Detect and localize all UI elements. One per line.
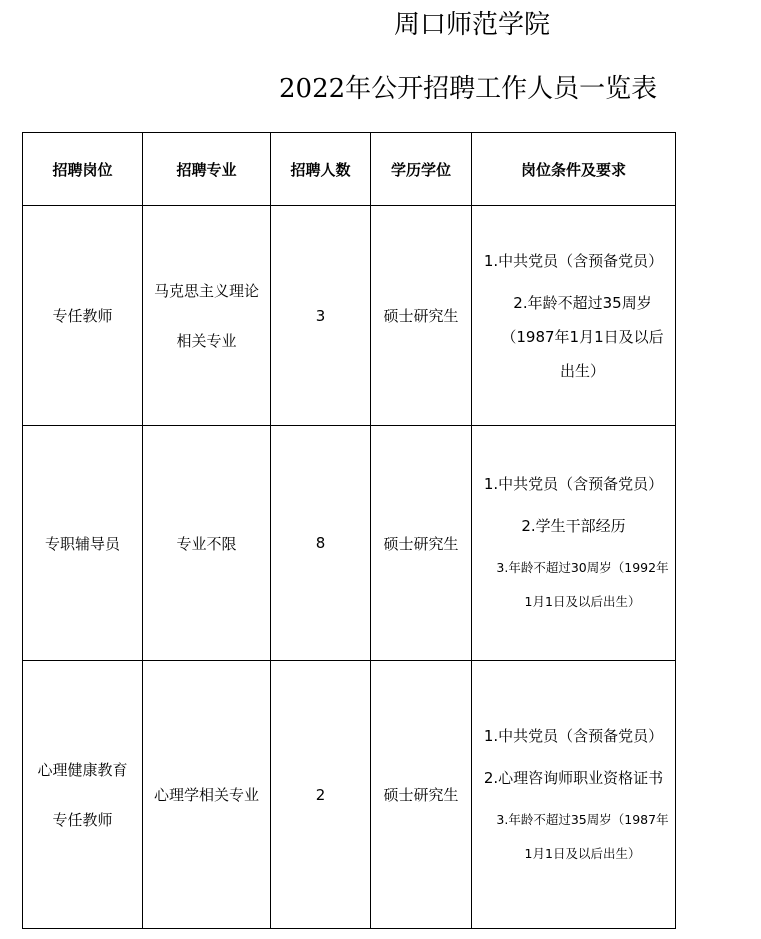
requirement-item: 2.年龄不超过35周岁（1987年1月1日及以后出生） xyxy=(501,293,664,380)
cell-text: 专职辅导员 xyxy=(44,534,120,553)
cell-major xyxy=(143,426,271,661)
cell-major xyxy=(143,206,271,426)
cell-degree: 硕士研究生 xyxy=(371,206,472,426)
cell-text: 相关专业 xyxy=(176,331,237,350)
cell-requirements xyxy=(472,206,676,426)
requirement-item: 3.年龄不超过35周岁（1987年1月1日及以后出生） xyxy=(496,811,669,861)
requirement-item: 2.学生干部经历 xyxy=(521,517,626,535)
cell-requirements xyxy=(472,426,676,661)
requirement-item: 1.中共党员（含预备党员） xyxy=(483,726,664,745)
cell-degree: 硕士研究生 xyxy=(371,661,472,929)
cell-text: 心理健康教育 xyxy=(37,760,128,779)
table-header-row xyxy=(23,133,676,206)
recruitment-table xyxy=(22,132,676,929)
table-row xyxy=(23,661,676,929)
requirement-item: 1.中共党员（含预备党员） xyxy=(483,251,664,270)
header-cell-major: 招聘专业 xyxy=(143,133,271,206)
cell-position xyxy=(23,426,143,661)
cell-text: 马克思主义理论 xyxy=(153,281,259,300)
cell-count: 8 xyxy=(271,426,371,661)
cell-position xyxy=(23,206,143,426)
table-row xyxy=(23,206,676,426)
header-cell-requirements: 岗位条件及要求 xyxy=(472,133,676,206)
requirement-item: 1.中共党员（含预备党员） xyxy=(483,475,664,493)
cell-text: 专任教师 xyxy=(52,810,113,829)
requirement-item: 2.心理咨询师职业资格证书 xyxy=(483,768,664,787)
cell-text: 专业不限 xyxy=(176,534,237,553)
table-row xyxy=(23,426,676,661)
header-cell-degree: 学历学位 xyxy=(371,133,472,206)
header-cell-count: 招聘人数 xyxy=(271,133,371,206)
document-subtitle: 2022年公开招聘工作人员一览表 xyxy=(279,74,658,104)
cell-text: 心理学相关专业 xyxy=(153,786,259,804)
cell-text: 专任教师 xyxy=(52,307,113,325)
cell-count: 2 xyxy=(271,661,371,929)
cell-requirements xyxy=(472,661,676,929)
document-title: 周口师范学院 xyxy=(394,10,551,40)
cell-count: 3 xyxy=(271,206,371,426)
cell-position xyxy=(23,661,143,929)
cell-major xyxy=(143,661,271,929)
header-cell-position: 招聘岗位 xyxy=(23,133,143,206)
requirement-item: 3.年龄不超过30周岁（1992年1月1日及以后出生） xyxy=(496,560,669,609)
cell-degree: 硕士研究生 xyxy=(371,426,472,661)
